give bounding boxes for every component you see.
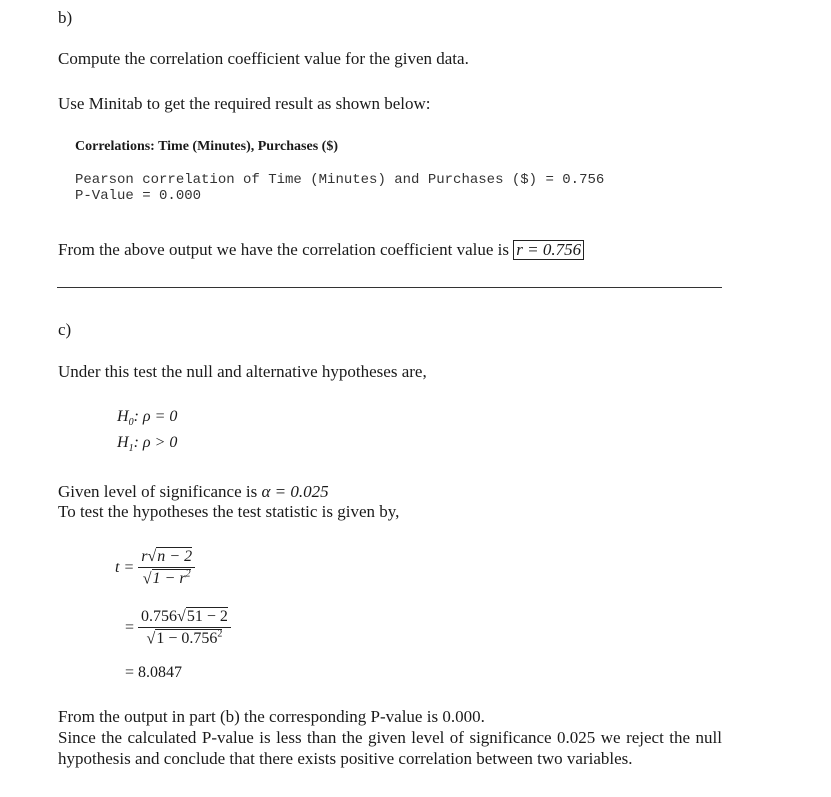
test-statistic-intro: To test the hypotheses the test statistic is given by,: [58, 502, 400, 521]
general-fraction: $\frac{r√n - 2}{√1 - r^2}$: [138, 548, 195, 588]
substituted-fraction: $\frac{0.756√51 - 2}{√1 - 0.756^2}$: [138, 608, 231, 648]
minitab-output-line1: Pearson correlation of Time (Minutes) and Purchases ($) = 0.756: [75, 172, 605, 188]
t-formula-substituted: = $\frac{0.756√51 - 2}{√1 - 0.756^2}$: [125, 608, 231, 648]
conclusion-line1: From the output in part (b) the corresponding P-value is 0.000.: [58, 707, 485, 726]
part-b-label: b): [58, 8, 73, 27]
alternative-hypothesis: $H_1$: ρ > 0: [117, 434, 178, 455]
minitab-intro: Use Minitab to get the required result as shown below:: [58, 94, 431, 113]
conclusion-line2: Since the calculated P-value is less than the given level of significance 0.025 we reject the null hypothesis and conclude that there exists positive correlation between two variables.: [58, 728, 722, 768]
t-statistic-result: = 8.0847: [125, 664, 183, 681]
part-b-instruction: Compute the correlation coefficient value for the given data.: [58, 49, 469, 68]
hypotheses-intro: Under this test the null and alternative hypotheses are,: [58, 362, 427, 381]
part-c-label: c): [58, 320, 72, 339]
significance-line: Given level of significance is α = 0.025: [58, 482, 329, 501]
minitab-output-line2: P-Value = 0.000: [75, 188, 202, 204]
minitab-output-title: Correlations: Time (Minutes), Purchases ($): [75, 139, 338, 154]
t-formula-general: t = $\frac{r√n - 2}{√1 - r^2}$: [115, 548, 195, 588]
conclusion: [58, 706, 722, 769]
result-boxed-value: r = 0.756: [513, 240, 584, 260]
section-divider: [57, 287, 722, 288]
result-text: From the above output we have the correlation coefficient value is: [58, 240, 509, 259]
result-statement: [58, 240, 584, 260]
null-hypothesis: $H_0$: ρ = 0: [117, 408, 178, 429]
alpha-value: α = 0.025: [261, 482, 329, 501]
